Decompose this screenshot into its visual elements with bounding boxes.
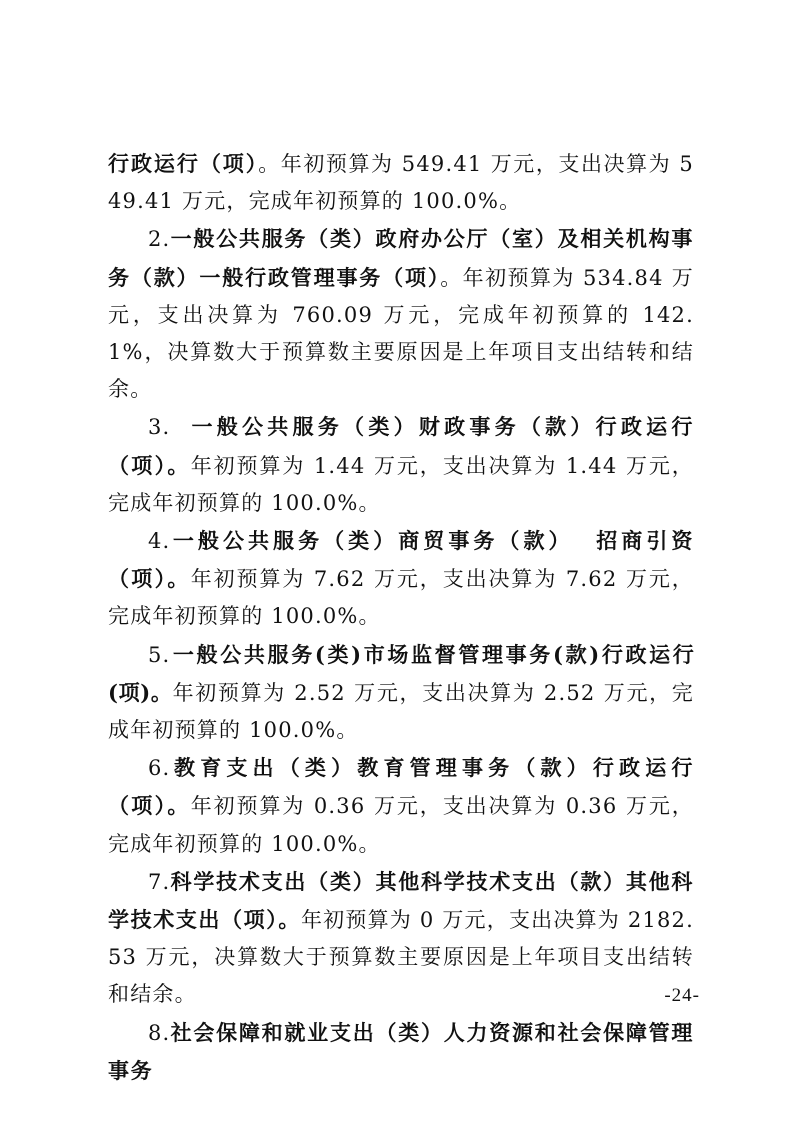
item-text: 。年初预算为 549.41 万元，支出决算为 549.41 万元，完成年初预算的 100.0%。 — [108, 152, 694, 214]
paragraph-8 — [108, 1014, 694, 1090]
item-text: 年初预算为 1.44 万元，支出决算为 1.44 万元，完成年初预算的 100.0%。 — [108, 453, 694, 515]
item-title: 科学技术支出（类）其他科学技术支出（款）其他科学技术支出（项）。 — [108, 868, 694, 933]
item-text: 年初预算为 0 万元，支出决算为 2182.53 万元，决算数大于预算数主要原因是上年项目支出结转和结余。 — [108, 908, 694, 1007]
paragraph-7 — [108, 863, 694, 1014]
item-text: 年初预算为 2.52 万元，支出决算为 2.52 万元，完成年初预算的 100.0%。 — [108, 680, 695, 743]
paragraph-3 — [108, 408, 694, 522]
item-title: 一般公共服务（类）政府办公厅（室）及相关机构事务（款）一般行政管理事务（项） — [108, 226, 694, 290]
body-text — [108, 145, 694, 1090]
paragraph-1 — [108, 145, 694, 220]
page-number: -24- — [664, 985, 700, 1006]
item-number: 2. — [148, 227, 171, 252]
item-title: 行政运行（项） — [108, 151, 259, 176]
item-number: 4. — [148, 529, 171, 554]
paragraph-6 — [108, 749, 694, 863]
item-title: 教育支出（类）教育管理事务（款）行政运行（项）。 — [108, 755, 694, 819]
item-number: 7. — [148, 869, 171, 894]
item-number: 8. — [148, 1020, 171, 1045]
item-title: 一般公共服务（类）财政事务（款）行政运行（项）。 — [108, 414, 695, 478]
item-title: 社会保障和就业支出（类）人力资源和社会保障管理事务 — [108, 1019, 694, 1083]
item-text: 年初预算为 0.36 万元，支出决算为 0.36 万元，完成年初预算的 100.0%。 — [108, 794, 694, 856]
item-text: 年初预算为 7.62 万元，支出决算为 7.62 万元，完成年初预算的 100.0%。 — [108, 567, 694, 629]
item-number: 3. — [148, 415, 192, 440]
item-title: 一般公共服务（类）商贸事务（款） 招商引资（项）。 — [108, 528, 694, 592]
item-title: 一般公共服务(类)市场监督管理事务(款)行政运行(项)。 — [108, 641, 694, 705]
paragraph-4 — [108, 522, 694, 636]
item-number: 6. — [148, 756, 171, 781]
item-number: 5. — [148, 642, 171, 667]
paragraph-2 — [108, 220, 694, 408]
item-text: 。年初预算为 534.84 万元，支出决算为 760.09 万元，完成年初预算的 142.1%，决算数大于预算数主要原因是上年项目支出结转和结余。 — [108, 265, 694, 402]
paragraph-5 — [108, 636, 694, 750]
